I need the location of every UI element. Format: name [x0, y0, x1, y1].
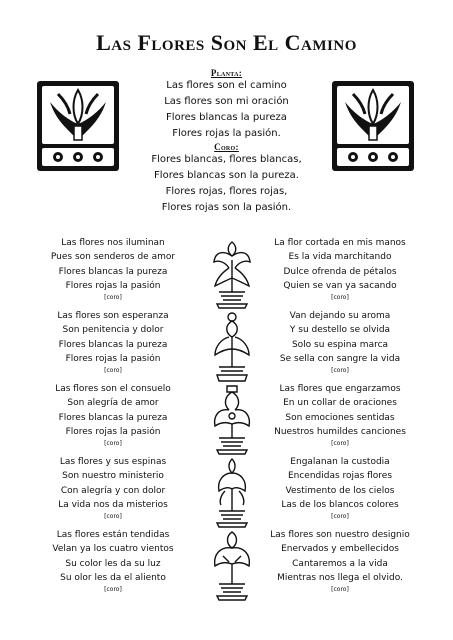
coro-label: Coro: — [214, 142, 239, 152]
verse-line: Con alegría y con dolor — [60, 485, 166, 496]
right-stanza — [265, 382, 415, 449]
left-stanza — [38, 236, 188, 303]
verse-line: Quien se van ya sacando — [283, 280, 397, 291]
coro-line: Flores rojas son la pasión. — [161, 202, 292, 213]
verse-line: Se sella con sangre la vida — [279, 353, 401, 364]
flower-emblem-icon — [331, 80, 415, 172]
verse-line: Las flores y sus espinas — [59, 457, 167, 467]
right-stanza — [265, 528, 415, 595]
flower-icon — [205, 528, 259, 604]
coro-tag: [coro] — [331, 367, 349, 375]
flower-icon — [205, 309, 259, 385]
verse-line: Es la vida marchitando — [288, 252, 392, 263]
verse-line: Cantaremos a la vida — [292, 558, 388, 569]
verse-line: Su olor les da el aliento — [60, 572, 166, 583]
verse-line: Son nuestro ministerio — [62, 471, 164, 482]
coro-tag: [coro] — [331, 294, 349, 302]
verse-line: En un collar de oraciones — [283, 398, 397, 409]
flower-icon — [205, 382, 259, 458]
coro-line: Flores rojas, flores rojas, — [165, 186, 288, 197]
coro-tag: [coro] — [331, 440, 349, 448]
verse-row — [0, 382, 453, 458]
verse-line: Solo su espina marca — [291, 339, 389, 350]
verse-line: Flores rojas la pasión — [65, 426, 161, 437]
coro-line: Flores blancas son la pureza. — [154, 170, 299, 181]
right-stanza — [265, 455, 415, 522]
verse-line: Mientras nos llega el olvido. — [277, 572, 403, 583]
verse-line: Flores rojas la pasión — [65, 280, 161, 291]
verse-line: La flor cortada en mis manos — [274, 238, 406, 248]
left-stanza — [38, 455, 188, 522]
flower-emblem-icon — [36, 80, 120, 172]
verse-row — [0, 236, 453, 312]
coro-line: Flores blancas, flores blancas, — [151, 154, 302, 165]
verse-line: Flores blancas la pureza — [58, 339, 168, 350]
planta-line: Flores blancas la pureza — [166, 112, 287, 123]
planta-line: Las flores son el camino — [166, 80, 287, 91]
verse-row — [0, 455, 453, 531]
verse-line: Encendidas rojas flores — [287, 471, 393, 482]
coro-tag: [coro] — [331, 586, 349, 594]
verse-line: Su color les da su luz — [65, 558, 161, 569]
verse-line: Las flores son esperanza — [57, 311, 169, 321]
verse-line: Velan ya los cuatro vientos — [52, 544, 174, 555]
right-stanza — [265, 309, 415, 376]
verse-line: Son alegría de amor — [67, 398, 159, 409]
verse-line: Las de los blancos colores — [281, 499, 399, 510]
left-stanza — [38, 382, 188, 449]
coro-tag: [coro] — [104, 440, 122, 448]
verse-line: Engalanan la custodia — [290, 457, 390, 467]
coro-tag: [coro] — [331, 513, 349, 521]
left-stanza — [38, 309, 188, 376]
right-stanza — [265, 236, 415, 303]
verse-line: Las flores están tendidas — [56, 530, 170, 540]
planta-line: Las flores son mi oración — [164, 96, 289, 107]
verse-line: Vestimento de los cielos — [285, 485, 395, 496]
verse-row — [0, 528, 453, 604]
verse-line: Las flores que engarzamos — [279, 384, 401, 394]
coro-tag: [coro] — [104, 367, 122, 375]
coro-tag: [coro] — [104, 294, 122, 302]
verse-line: Flores blancas la pureza — [58, 266, 168, 277]
page-title: Las Flores Son El Camino — [96, 30, 357, 55]
verse-line: Son penitencia y dolor — [62, 325, 164, 336]
coro-tag: [coro] — [104, 586, 122, 594]
verse-line: Flores blancas la pureza — [58, 412, 168, 423]
verse-line: Las flores son nuestro designio — [270, 530, 410, 540]
verse-line: Pues son senderos de amor — [50, 252, 176, 263]
verse-line: Dulce ofrenda de pétalos — [283, 266, 397, 277]
verse-line: Flores rojas la pasión — [65, 353, 161, 364]
planta-label: Planta: — [210, 68, 243, 78]
coro-tag: [coro] — [104, 513, 122, 521]
verse-line: Son emociones sentidas — [285, 412, 395, 423]
verse-line: Van dejando su aroma — [289, 311, 391, 321]
flower-icon — [205, 455, 259, 531]
verse-line: Las flores son el consuelo — [55, 384, 171, 394]
verse-line: Y su destello se olvida — [289, 325, 391, 336]
verse-line: Enervados y embellecidos — [281, 544, 399, 555]
intro-block — [120, 68, 333, 216]
verse-line: La vida nos da misterios — [58, 499, 168, 510]
verse-line: Nuestros humildes canciones — [274, 426, 406, 437]
flower-icon — [205, 236, 259, 312]
verse-line: Las flores nos iluminan — [61, 238, 165, 248]
left-stanza — [38, 528, 188, 595]
planta-line: Flores rojas la pasión. — [172, 128, 281, 139]
verse-row — [0, 309, 453, 385]
